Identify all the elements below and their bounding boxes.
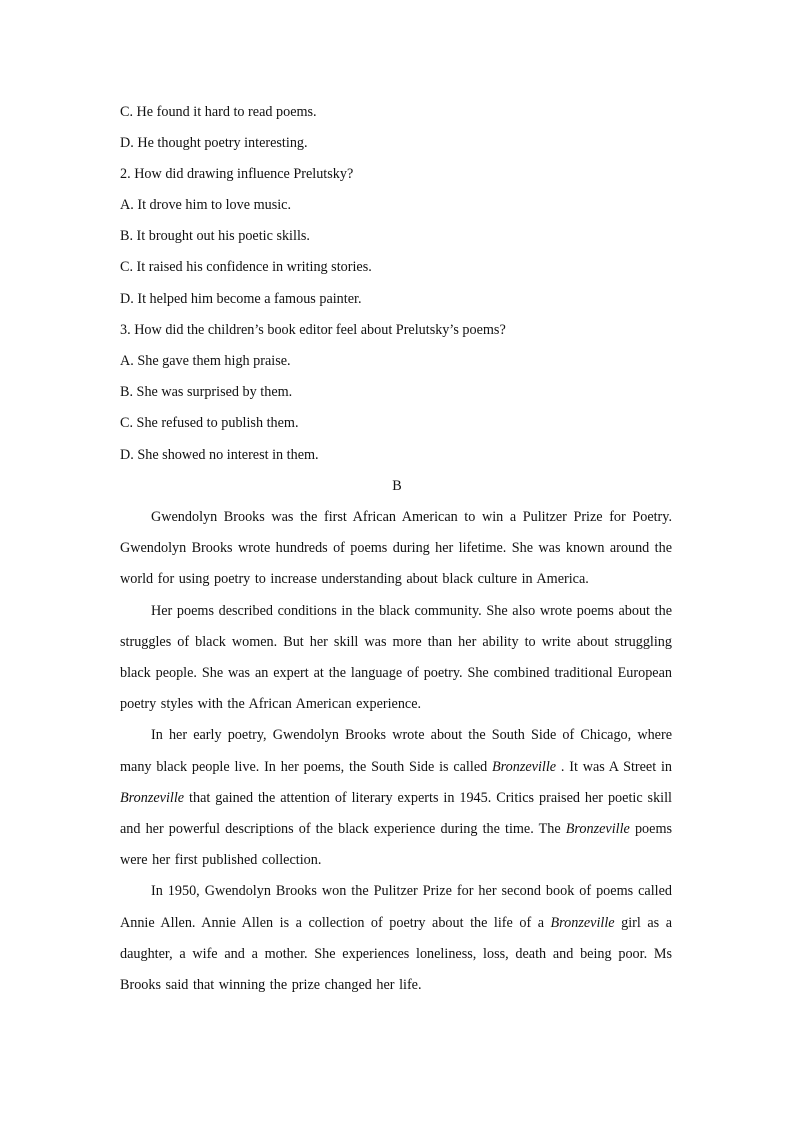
q3-option-b: B. She was surprised by them. — [120, 384, 293, 400]
q2-option-c: C. It raised his confidence in writing stories. — [120, 259, 372, 275]
italic-bronzeville: Bronzeville — [492, 758, 557, 775]
italic-bronzeville: Bronzeville — [565, 821, 630, 838]
italic-bronzeville: Bronzeville — [120, 789, 185, 806]
q2-option-d: D. It helped him become a famous painter. — [120, 291, 362, 307]
q1-option-c: C. He found it hard to read poems. — [120, 104, 317, 120]
q2-option-b: B. It brought out his poetic skills. — [120, 228, 310, 244]
q2-stem: 2. How did drawing influence Prelutsky? — [120, 166, 354, 182]
q2-option-a: A. It drove him to love music. — [120, 197, 292, 213]
q3-option-a: A. She gave them high praise. — [120, 353, 291, 369]
paragraph-3: In her early poetry, Gwendolyn Brooks wrote about the South Side of Chicago, where many black people live. In her poems, the South Side is called Bronzeville . It was A Street in Bronzeville that gained the attention of literary experts in 1945. Critics praised her poetic skill and her powerful descriptions of the black experience during the time. The Bronzeville poems were her first published collection. — [120, 727, 672, 869]
italic-bronzeville: Bronzeville — [550, 914, 615, 931]
q3-stem: 3. How did the children’s book editor feel about Prelutsky’s poems? — [120, 322, 506, 338]
paragraph-4: In 1950, Gwendolyn Brooks won the Pulitzer Prize for her second book of poems called Annie Allen. Annie Allen is a collection of poetry about the life of a Bronzeville girl as a daughter, a wife and a mother. She experiences loneliness, loss, death and being poor. Ms Brooks said that winning the prize changed her life. — [120, 883, 672, 994]
passage-b — [120, 502, 672, 1001]
paragraph-1: Gwendolyn Brooks was the first African American to win a Pulitzer Prize for Poetry. Gwendolyn Brooks wrote hundreds of poems during her lifetime. She was known around the world for using poetry to increase understanding about black culture in America. — [120, 509, 672, 588]
q3-option-d: D. She showed no interest in them. — [120, 447, 319, 463]
q3-option-c: C. She refused to publish them. — [120, 415, 299, 431]
section-label-b: B — [392, 478, 402, 494]
q1-option-d: D. He thought poetry interesting. — [120, 135, 308, 151]
paragraph-2: Her poems described conditions in the black community. She also wrote poems about the struggles of black women. But her skill was more than her ability to write about struggling black people. She was an expert at the language of poetry. She combined traditional European poetry styles with the African American experience. — [120, 602, 672, 713]
